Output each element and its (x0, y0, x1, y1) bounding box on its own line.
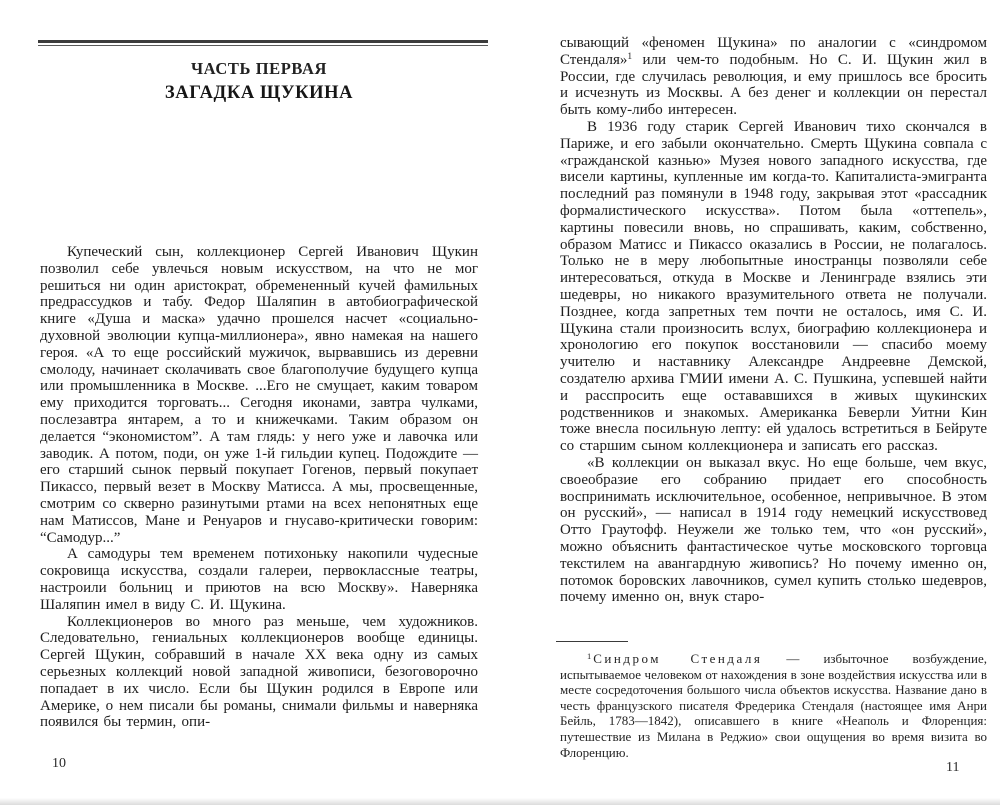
body-paragraph: В 1936 году старик Сергей Иванович тихо скончался в Париже, и его забыли окончательно. Смерть Щукина совпала с «гражданской казнью» Музея нового западного искусства, где висели картины, купленные им когда-то. Капиталиста-эмигранта последний раз помянули в 1948 году, закрывая этот «рассадник формалистического искусства». Потом была «оттепель», картины повесили вновь, но спрашивать, каким, собственно, образом Матисс и Пикассо оказались в России, не полагалось. Только не в меру любопытные иностранцы позволяли себе интересоваться, откуда в Москве и Ленинграде взялись эти шедевры, но никакого вразумительного ответа не получали. Позднее, когда запретных тем почти не осталось, имя С. И. Щукина стали произносить вслух, биографию коллекционера и хронологию его покупок восстановили — спасибо моему учителю и наставнику Александре Андреевне Демской, создателю архива ГМИИ имени А. С. Пушкина, успевшей найти и расспросить еще остававшихся в живых щукинских родственников и знакомых. Американка Беверли Уитни Кин тоже внесла посильную лепту: ей удалось встретиться в Бейруте со старшим сыном коллекционера и записать его рассказ. (560, 118, 987, 455)
footnote-block (560, 641, 987, 760)
part-heading: ЧАСТЬ ПЕРВАЯ (190, 59, 328, 78)
body-paragraph: Купеческий сын, коллекционер Сергей Иванович Щукин позволил себе увлечься новым искусством, на что не мог решиться ни один аристократ, обремененный кучей фамильных предрассудков и табу. Федор Шаляпин в автобиографической книге «Душа и маска» удачно прошелся насчет «социально-духовной эволюции купца-миллионера», явно намекая на нашего героя. «А то еще российский мужичок, вырвавшись из деревни смолоду, начинает сколачивать свое благополучие будущего купца или промышленника в Москве. ...Его не смущает, каким товаром ему приходится торговать... Сегодня иконами, завтра чулками, послезавтра янтарем, а то и книжечками. Таким образом он делается “экономистом”. А там глядь: у него уже и лавочка или заводик. А потом, поди, он уже 1-й гильдии купец. Подождите — его старший сынок первый покупает Гогенов, первый покупает Пикассо, первый везет в Москву Матисса. А мы, просвещенные, смотрим со скверно разинутыми ртами на всех непонятных еще нам Матиссов, Мане и Ренуаров и гнусаво-критически говорим: “Самодур...” (40, 244, 478, 546)
left-page-body (40, 244, 478, 731)
continuation-text-start: сывающий «феномен Щукина» по аналогии с «синдромом Стендаля» (560, 35, 987, 68)
footnote-body: — избыточное возбуждение, испытываемое человеком от нахождения в зоне воздействия искусства или в месте сосредоточения большого числа объектов искусства. Название дано в честь французского писателя Фредерика Стендаля (настоящее имя Анри Бейль, 1783—1842), описавшего в книге «Неаполь и Флоренция: путешествие из Милана в Реджио» свои ощущения во время визита во Флоренцию. (560, 651, 987, 760)
left-page (40, 36, 478, 776)
body-paragraph: А самодуры тем временем потихоньку накопили чудесные сокровища искусства, создали галереи, первоклассные театры, настроили больниц и приютов на всю Москву». Наверняка Шаляпин имел в виду С. И. Щукина. (40, 546, 478, 613)
chapter-title: ЗАГАДКА ЩУКИНА (164, 83, 354, 103)
footnote-rule (556, 641, 628, 642)
scan-bottom-edge (0, 798, 1000, 805)
body-paragraph: Коллекционеров во много раз меньше, чем художников. Следовательно, гениальных коллекционеров вообще единицы. Сергей Щукин, собравший в начале XX века одну из самых серьезных коллекций новой западной живописи, безоговорочно попадает в их число. Если бы Щукин родился в Европе или Америке, о нем писали бы романы, снимали фильмы и наверняка появился бы термин, опи- (40, 613, 478, 731)
right-page (560, 33, 987, 783)
page-number-right: 11 (946, 760, 960, 775)
page-number-left: 10 (52, 756, 66, 771)
continuation-text-end: или чем-то подобным. Но С. И. Щукин жил в России, где случилась революция, и ему пришлось все бросить и исчезнуть из Москвы. А без денег и коллекции он перестал быть кому-либо интересен. (560, 51, 987, 119)
footnote-marker: 1 (587, 651, 592, 661)
footnote-reference-mark: 1 (627, 51, 633, 62)
footnote-text (560, 651, 987, 760)
body-paragraph: «В коллекции он выказал вкус. Но еще больше, чем вкус, своеобразие его собранию придает его способность воспринимать исключительное, особенное, непривычное. В этом он русский», — написал в 1914 году немецкий искусствовед Отто Граутофф. Неужели же только тем, что «он русский», можно объяснить фантастическое чутье московского торговца текстилем на авангардную живопись? Но почему именно он, потомок боровских лавочников, сумел купить столько шедевров, почему именно он, внук старо- (560, 454, 987, 606)
footnote-term: Синдром Стендаля (593, 651, 763, 666)
body-paragraph-continuation (560, 35, 987, 119)
chapter-head-rule (38, 40, 488, 46)
right-page-body (560, 35, 987, 606)
